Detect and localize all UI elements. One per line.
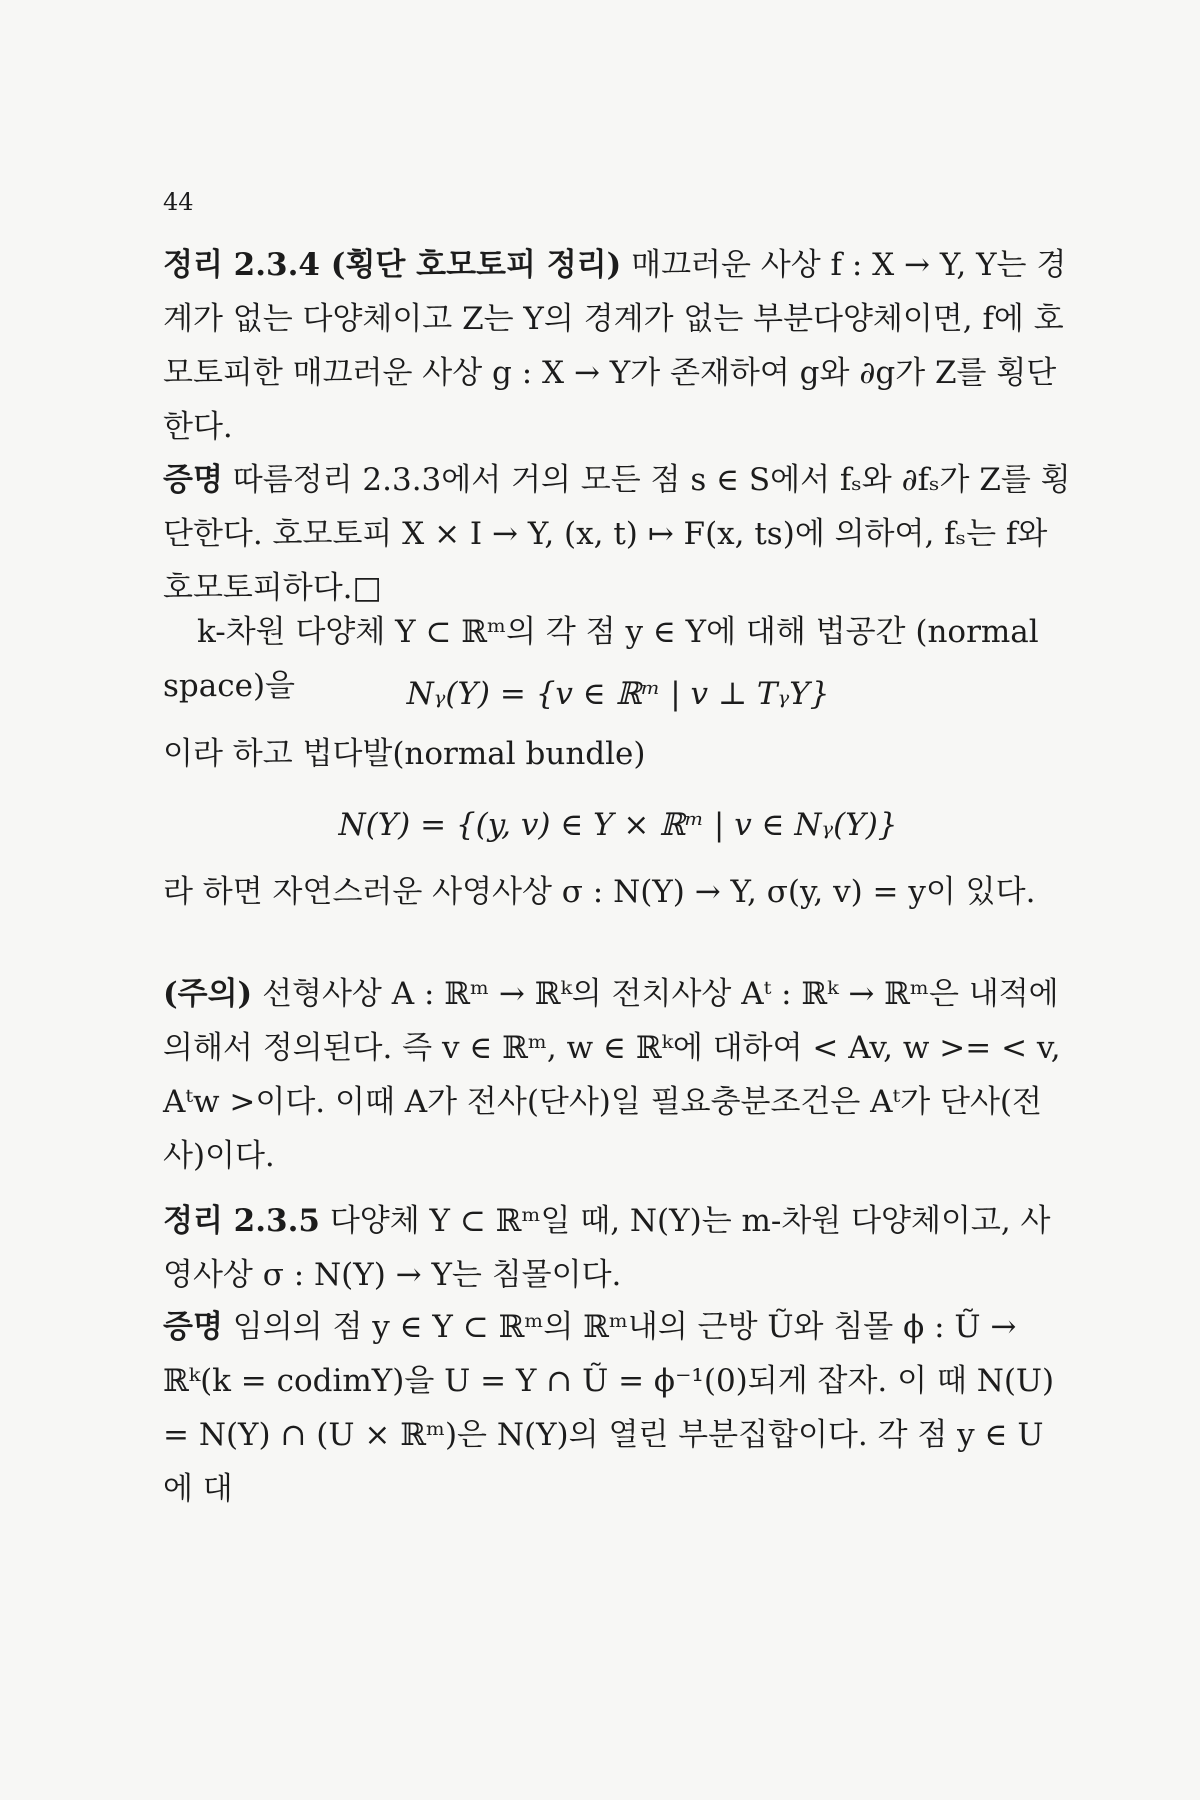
remark: [163, 967, 1073, 1183]
remark-body: 선형사상 A : ℝᵐ → ℝᵏ의 전치사상 Aᵗ : ℝᵏ → ℝᵐ은 내적에 의해서 정의된다. 즉 v ∈ ℝᵐ, w ∈ ℝᵏ에 대하여 < Av, w >= < v, Aᵗw >이다. 이때 A가 전사(단사)일 필요충분조건은 Aᵗ가 단사(전사)이다.: [163, 976, 1061, 1174]
remark-label: (주의): [163, 976, 253, 1012]
projection-text: 라 하면 자연스러운 사영사상 σ : N(Y) → Y, σ(y, v) = y이 있다.: [163, 874, 1036, 910]
normal-bundle-text: 이라 하고 법다발(normal bundle): [163, 736, 646, 772]
theorem-label: 정리 2.3.5: [163, 1203, 320, 1239]
proof-label: 증명: [163, 1309, 223, 1345]
proof-2-3-4: [163, 453, 1073, 615]
normal-space-intro: k-차원 다양체 Y ⊂ ℝᵐ의 각 점 y ∈ Y에 대해 법공간 (normal space)을: [163, 614, 1039, 704]
qed-symbol: □: [352, 570, 382, 606]
equation-text: Nᵧ(Y) = {v ∈ ℝᵐ | v ⊥ TᵧY}: [406, 676, 830, 712]
theorem-label: 정리 2.3.4 (횡단 호모토피 정리): [163, 247, 622, 283]
equation-text: N(Y) = {(y, v) ∈ Y × ℝᵐ | v ∈ Nᵧ(Y)}: [338, 807, 898, 843]
proof-label: 증명: [163, 462, 223, 498]
page-number: 44: [163, 188, 194, 216]
proof-body: 임의의 점 y ∈ Y ⊂ ℝᵐ의 ℝᵐ내의 근방 Ũ와 침몰 ϕ : Ũ → ℝᵏ(k = codimY)을 U = Y ∩ Ũ = ϕ⁻¹(0)되게 잡자. 이 때 N(U) = N(Y) ∩ (U × ℝᵐ)은 N(Y)의 열린 부분집합이다. 각 점 y ∈ U에 대: [163, 1309, 1055, 1507]
equation-normal-bundle: [163, 798, 1073, 852]
equation-normal-space: [163, 667, 1073, 721]
theorem-body: 매끄러운 사상 f : X → Y, Y는 경계가 없는 다양체이고 Z는 Y의 경계가 없는 부분다양체이면, f에 호모토피한 매끄러운 사상 g : X → Y가 존재하여 g와 ∂g가 Z를 횡단한다.: [163, 247, 1067, 445]
proof-body: 따름정리 2.3.3에서 거의 모든 점 s ∈ S에서 fₛ와 ∂fₛ가 Z를 횡단한다. 호모토피 X × I → Y, (x, t) ↦ F(x, ts)에 의하여, fₛ는 f와 호모토피하다.: [163, 462, 1071, 606]
theorem-body: 다양체 Y ⊂ ℝᵐ일 때, N(Y)는 m-차원 다양체이고, 사영사상 σ : N(Y) → Y는 침몰이다.: [163, 1203, 1051, 1293]
proof-2-3-5: [163, 1300, 1073, 1516]
theorem-2-3-5: [163, 1194, 1073, 1302]
theorem-2-3-4: [163, 238, 1073, 454]
